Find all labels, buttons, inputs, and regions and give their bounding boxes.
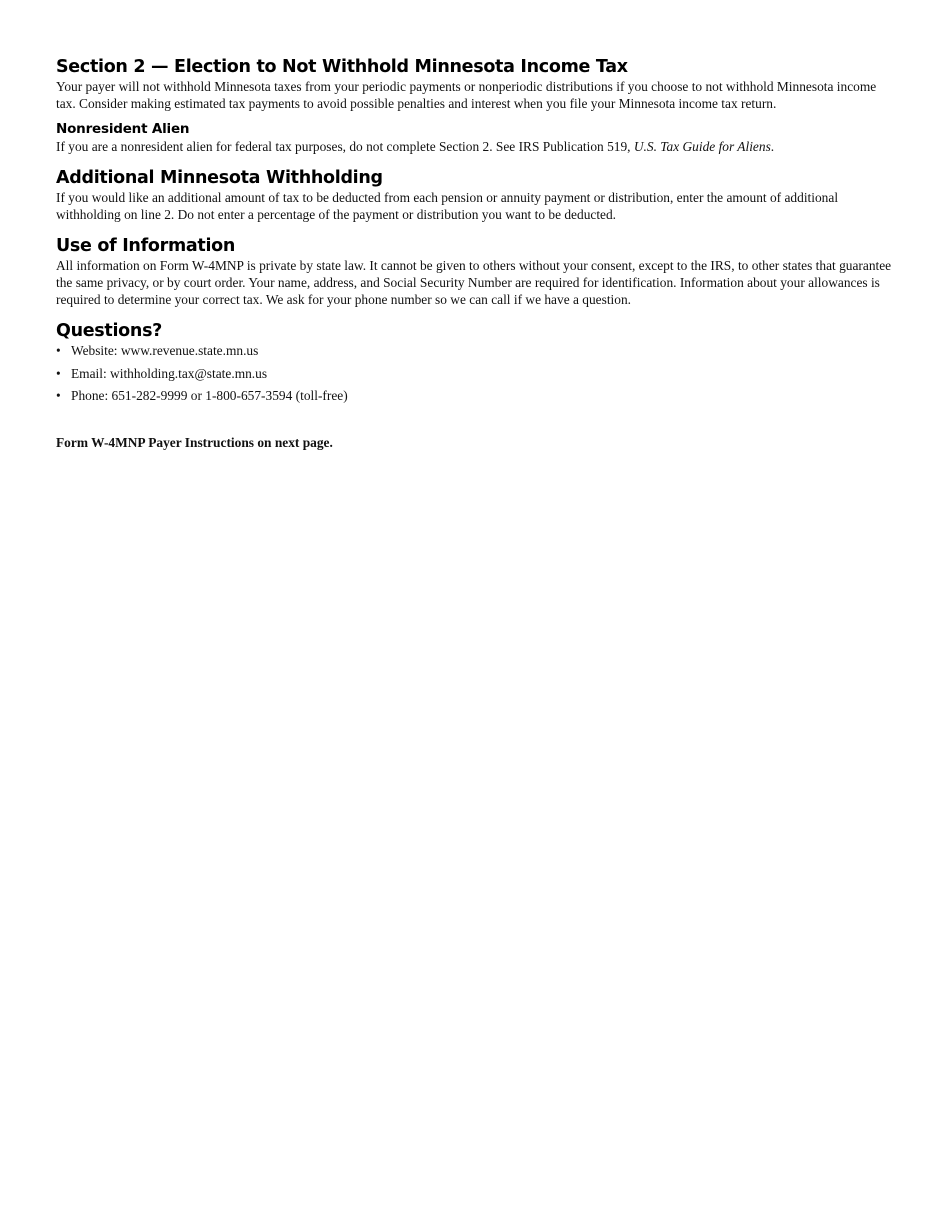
additional-withholding-body: If you would like an additional amount of tax to be deducted from each pension or annuity payment or distribution, enter the amount of additional withholding on line 2. Do not enter a percentage of the payment or distribution you want to be deducted. — [56, 190, 839, 222]
bullet-icon: • — [56, 365, 61, 381]
list-item — [56, 365, 896, 382]
section-2-body: Your payer will not withhold Minnesota taxes from your periodic payments or nonperiodic distributions if you choose to not withhold Minnesota income tax. Consider making estimated tax payments to avoid possible penalties and interest when you file your Minnesota income tax return. — [56, 79, 877, 111]
list-item — [56, 387, 896, 404]
nonresident-body-suffix: . — [770, 139, 775, 154]
bullet-icon: • — [56, 343, 61, 358]
contact-list — [56, 342, 896, 404]
list-item — [56, 342, 896, 359]
section-2-heading: Section 2 — Election to Not Withhold Minnesota Income Tax — [56, 57, 628, 77]
additional-withholding-section — [56, 167, 896, 223]
website-contact: Website: www.revenue.state.mn.us — [71, 343, 259, 358]
section-2-election — [56, 56, 896, 112]
questions-heading: Questions? — [56, 321, 163, 341]
document-page — [56, 56, 896, 451]
publication-title: U.S. Tax Guide for Aliens — [633, 139, 771, 154]
email-contact: Email: withholding.tax@state.mn.us — [71, 365, 268, 381]
use-of-information-heading: Use of Information — [56, 236, 236, 256]
use-of-information-body: All information on Form W-4MNP is private by state law. It cannot be given to others without your consent, except to the IRS, to other states that guarantee the same privacy, or by court order. Your name, address, and Social Security Number are required for identification. Information about your allowances is required to determine your correct tax. We ask for your phone number so we can call if we have a question. — [56, 258, 892, 307]
next-page-note: Form W-4MNP Payer Instructions on next page. — [56, 434, 333, 450]
bullet-icon: • — [56, 388, 61, 403]
nonresident-alien-body — [56, 138, 896, 155]
questions-section — [56, 320, 896, 404]
phone-contact: Phone: 651-282-9999 or 1-800-657-3594 (toll-free) — [71, 388, 348, 403]
nonresident-alien-heading: Nonresident Alien — [56, 121, 190, 137]
nonresident-body-prefix: If you are a nonresident alien for federal tax purposes, do not complete Section 2. See IRS Publication 519, — [56, 139, 634, 154]
nonresident-alien-section — [56, 121, 896, 155]
additional-withholding-heading: Additional Minnesota Withholding — [56, 168, 383, 188]
use-of-information-section — [56, 235, 896, 308]
